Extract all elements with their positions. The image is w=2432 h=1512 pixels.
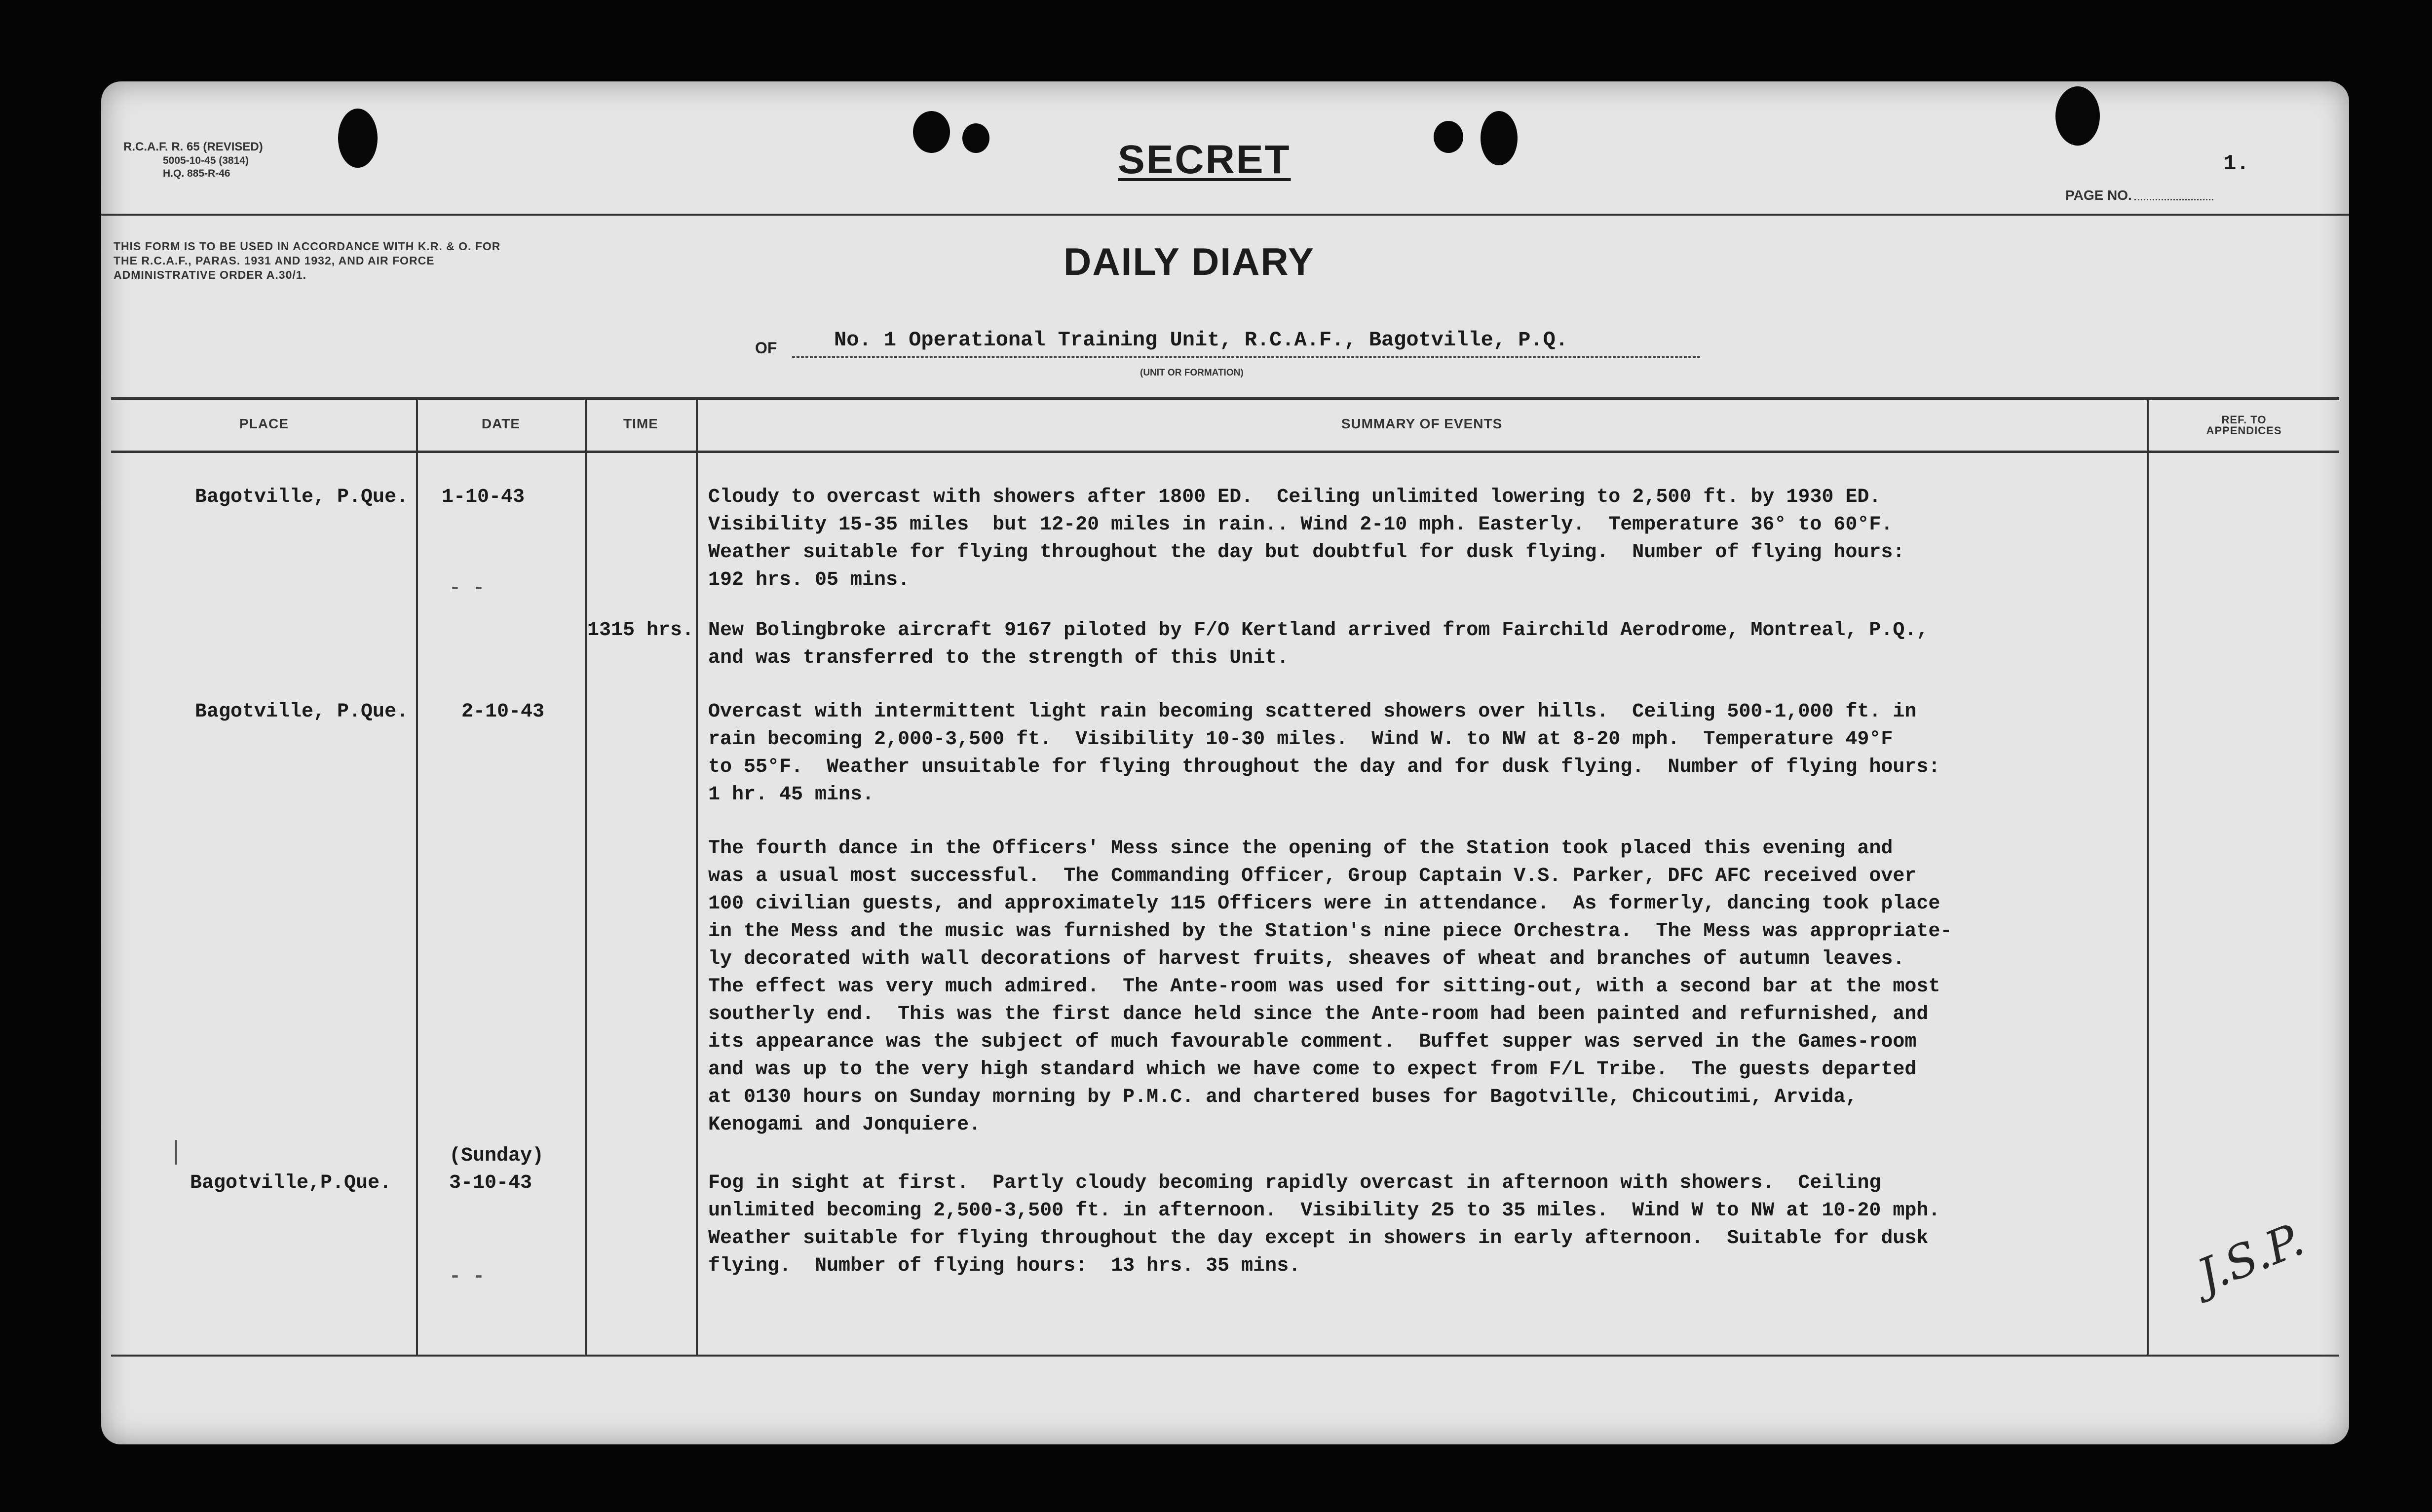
page-label: PAGE NO. [2065, 188, 2132, 203]
of-label: OF [755, 339, 777, 357]
summary-line: The fourth dance in the Officers' Mess since the opening of the Station took placed this evening and [708, 837, 1893, 860]
summary-line: 192 hrs. 05 mins. [708, 569, 910, 591]
col-header-ref-line2: APPENDICES [2206, 424, 2282, 437]
page-title: DAILY DIARY [1064, 240, 1315, 283]
col-header-time: TIME [623, 416, 658, 431]
summary-line: 100 civilian guests, and approximately 115 Officers were in attendance. As formerly, dancing took place [708, 893, 1940, 915]
summary-line: Weather suitable for flying throughout the day except in showers in early afternoon. Suitable for dusk [708, 1227, 1929, 1249]
col-divider-time-summary [696, 399, 698, 1355]
summary-line: ly decorated with wall decorations of harvest fruits, sheaves of wheat and branches of autumn leaves. [708, 948, 1905, 970]
summary-line: at 0130 hours on Sunday morning by P.M.C. and chartered buses for Bagotville, Chicoutimi, Arvida, [708, 1086, 1858, 1108]
summary-line: Fog in sight at first. Partly cloudy becoming rapidly overcast in afternoon with showers. Ceiling [708, 1172, 1881, 1194]
entry-date-note: (Sunday) [449, 1145, 544, 1167]
classification-stamp: SECRET [1118, 137, 1291, 182]
punch-hole [913, 111, 950, 153]
form-instructions: THIS FORM IS TO BE USED IN ACCORDANCE WITH K.R. & O. FOR THE R.C.A.F., PARAS. 1931 AND 1932, AND AIR FORCE ADMINISTRATIVE ORDER A.30/1. [114, 240, 501, 281]
form-sub-2: H.Q. 885-R-46 [163, 168, 230, 180]
unit-caption: (UNIT OR FORMATION) [1140, 368, 1244, 378]
entry-date: 3-10-43 [449, 1172, 532, 1194]
punch-hole [2055, 86, 2100, 146]
handwritten-initials: J.S.P. [2190, 1212, 2311, 1303]
summary-line: Cloudy to overcast with showers after 1800 ED. Ceiling unlimited lowering to 2,500 ft. by 1930 ED. [708, 486, 1881, 508]
summary-line: unlimited becoming 2,500-3,500 ft. in afternoon. Visibility 25 to 35 miles. Wind W to NW at 10-20 mph. [708, 1200, 1940, 1222]
punch-hole [338, 109, 378, 168]
entry-time: 1315 hrs. [587, 619, 694, 642]
table-head-rule [111, 451, 2339, 453]
margin-mark [175, 1140, 177, 1165]
col-header-date: DATE [481, 416, 521, 431]
col-divider-summary-ref [2147, 399, 2149, 1355]
summary-line: in the Mess and the music was furnished by the Station's nine piece Orchestra. The Mess was appropriate- [708, 920, 1952, 943]
col-header-place: PLACE [239, 416, 289, 431]
page-number-line [2134, 199, 2213, 200]
unit-name: No. 1 Operational Training Unit, R.C.A.F., Bagotville, P.Q. [834, 328, 1568, 352]
punch-hole [1434, 121, 1463, 153]
header-rule [101, 214, 2349, 216]
form-code-block [123, 140, 263, 181]
summary-line: Weather suitable for flying throughout the day but doubtful for dusk flying. Number of flying hours: [708, 541, 1905, 564]
form-code: R.C.A.F. R. 65 (REVISED) [123, 140, 263, 153]
summary-line: 1 hr. 45 mins. [708, 784, 874, 806]
col-header-ref [2148, 415, 2340, 436]
col-header-summary: SUMMARY OF EVENTS [1341, 416, 1503, 431]
table-bottom-rule [111, 1355, 2339, 1357]
col-divider-date-time [585, 399, 587, 1355]
summary-line: was a usual most successful. The Commanding Officer, Group Captain V.S. Parker, DFC AFC received over [708, 865, 1917, 887]
punch-hole [1481, 111, 1518, 165]
filler-dash: - - [449, 577, 485, 600]
col-header-ref-line1: REF. TO [2221, 414, 2267, 426]
summary-line: its appearance was the subject of much favourable comment. Buffet supper was served in the Games-room [708, 1031, 1917, 1053]
filler-dash: - - [449, 1266, 485, 1288]
summary-line: to 55°F. Weather unsuitable for flying throughout the day and for dusk flying. Number of flying hours: [708, 756, 1940, 778]
entry-place: Bagotville, P.Que. [195, 486, 409, 508]
punch-hole [962, 123, 989, 153]
entry-place: Bagotville,P.Que. [190, 1172, 392, 1194]
entry-date: 1-10-43 [442, 486, 525, 508]
summary-line: flying. Number of flying hours: 13 hrs. 35 mins. [708, 1255, 1301, 1277]
entry-date: 2-10-43 [461, 701, 545, 723]
summary-line: The effect was very much admired. The Ante-room was used for sitting-out, with a second bar at the most [708, 976, 1940, 998]
summary-line: Visibility 15-35 miles but 12-20 miles in rain.. Wind 2-10 mph. Easterly. Temperature 36° to 60°F. [708, 514, 1893, 536]
summary-line: southerly end. This was the first dance held since the Ante-room had been painted and refurnished, and [708, 1003, 1929, 1025]
diary-sheet [101, 81, 2349, 1444]
form-sub-1: 5005-10-45 (3814) [163, 155, 249, 166]
summary-line: Overcast with intermittent light rain becoming scattered showers over hills. Ceiling 500-1,000 ft. in [708, 701, 1917, 723]
col-divider-place-date [416, 399, 418, 1355]
summary-line: New Bolingbroke aircraft 9167 piloted by F/O Kertland arrived from Fairchild Aerodrome, Montreal, P.Q., [708, 619, 1929, 642]
summary-line: Kenogami and Jonquiere. [708, 1114, 981, 1136]
table-top-rule [111, 397, 2339, 400]
entry-place: Bagotville, P.Que. [195, 701, 409, 723]
summary-line: rain becoming 2,000-3,500 ft. Visibility 10-30 miles. Wind W. to NW at 8-20 mph. Temperature 49°F [708, 728, 1893, 751]
summary-line: and was up to the very high standard which we have come to expect from F/L Tribe. The guests departed [708, 1058, 1917, 1081]
page-number: 1. [2223, 151, 2249, 176]
summary-line: and was transferred to the strength of this Unit. [708, 647, 1289, 669]
